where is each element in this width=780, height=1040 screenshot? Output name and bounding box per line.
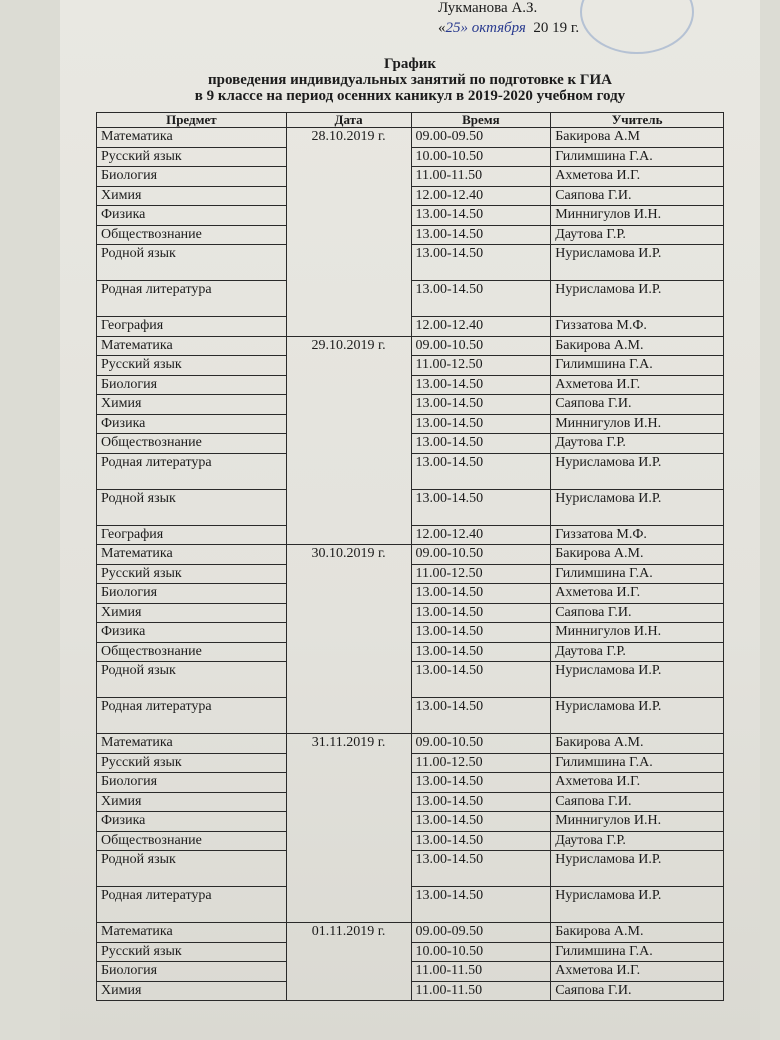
time-cell: 13.00-14.50 <box>411 831 551 851</box>
subject-cell: Обществознание <box>97 831 287 851</box>
time-cell: 13.00-14.50 <box>411 773 551 793</box>
table-row <box>97 734 724 754</box>
teacher-cell: Нурисламова И.Р. <box>551 851 724 887</box>
title-line-3: в 9 классе на период осенних каникул в 2019-2020 учебном году <box>194 88 626 104</box>
subject-cell: Русский язык <box>97 564 287 584</box>
subject-cell: Обществознание <box>97 225 287 245</box>
subject-cell: География <box>97 317 287 337</box>
approval-date: «25» октября 20 19 г. <box>438 20 580 36</box>
time-cell: 13.00-14.50 <box>411 642 551 662</box>
teacher-cell: Бакирова А.М. <box>551 923 724 943</box>
teacher-cell: Нурисламова И.Р. <box>551 489 724 525</box>
table-row <box>97 545 724 565</box>
header-date: Дата <box>286 113 411 128</box>
subject-cell: Биология <box>97 962 287 982</box>
teacher-cell: Даутова Г.Р. <box>551 642 724 662</box>
time-cell: 11.00-11.50 <box>411 962 551 982</box>
subject-cell: Родной язык <box>97 245 287 281</box>
subject-cell: Биология <box>97 584 287 604</box>
subject-cell: Математика <box>97 128 287 148</box>
schedule-body <box>97 128 724 1001</box>
time-cell: 13.00-14.50 <box>411 453 551 489</box>
subject-cell: Русский язык <box>97 942 287 962</box>
teacher-cell: Саяпова Г.И. <box>551 186 724 206</box>
table-row <box>97 336 724 356</box>
subject-cell: Химия <box>97 186 287 206</box>
subject-cell: Биология <box>97 167 287 187</box>
time-cell: 10.00-10.50 <box>411 147 551 167</box>
subject-cell: Химия <box>97 395 287 415</box>
teacher-cell: Гилимшина Г.А. <box>551 753 724 773</box>
time-cell: 13.00-14.50 <box>411 792 551 812</box>
subject-cell: Родная литература <box>97 453 287 489</box>
teacher-cell: Бакирова А.М. <box>551 336 724 356</box>
subject-cell: Химия <box>97 981 287 1001</box>
teacher-cell: Ахметова И.Г. <box>551 962 724 982</box>
time-cell: 11.00-12.50 <box>411 564 551 584</box>
time-cell: 09.00-10.50 <box>411 734 551 754</box>
subject-cell: Русский язык <box>97 753 287 773</box>
time-cell: 13.00-14.50 <box>411 603 551 623</box>
time-cell: 13.00-14.50 <box>411 206 551 226</box>
table-row <box>97 128 724 148</box>
subject-cell: Родная литература <box>97 698 287 734</box>
date-cell: 31.11.2019 г. <box>286 734 411 923</box>
subject-cell: Химия <box>97 603 287 623</box>
subject-cell: Химия <box>97 792 287 812</box>
title-line-2: проведения индивидуальных занятий по подготовке к ГИА <box>208 72 612 88</box>
subject-cell: Родная литература <box>97 281 287 317</box>
teacher-cell: Саяпова Г.И. <box>551 792 724 812</box>
date-cell: 30.10.2019 г. <box>286 545 411 734</box>
time-cell: 13.00-14.50 <box>411 584 551 604</box>
time-cell: 09.00-10.50 <box>411 545 551 565</box>
subject-cell: Физика <box>97 414 287 434</box>
time-cell: 13.00-14.50 <box>411 887 551 923</box>
time-cell: 13.00-14.50 <box>411 623 551 643</box>
subject-cell: Физика <box>97 812 287 832</box>
teacher-cell: Гилимшина Г.А. <box>551 942 724 962</box>
time-cell: 13.00-14.50 <box>411 812 551 832</box>
subject-cell: Обществознание <box>97 642 287 662</box>
time-cell: 13.00-14.50 <box>411 698 551 734</box>
teacher-cell: Ахметова И.Г. <box>551 167 724 187</box>
time-cell: 13.00-14.50 <box>411 414 551 434</box>
document-title <box>150 56 670 104</box>
subject-cell: Физика <box>97 206 287 226</box>
teacher-cell: Миннигулов И.Н. <box>551 206 724 226</box>
subject-cell: Математика <box>97 336 287 356</box>
time-cell: 13.00-14.50 <box>411 662 551 698</box>
date-cell: 28.10.2019 г. <box>286 128 411 337</box>
teacher-cell: Нурисламова И.Р. <box>551 453 724 489</box>
time-cell: 10.00-10.50 <box>411 942 551 962</box>
time-cell: 09.00-09.50 <box>411 128 551 148</box>
time-cell: 13.00-14.50 <box>411 489 551 525</box>
teacher-cell: Даутова Г.Р. <box>551 225 724 245</box>
teacher-cell: Нурисламова И.Р. <box>551 245 724 281</box>
table-row <box>97 923 724 943</box>
time-cell: 12.00-12.40 <box>411 186 551 206</box>
subject-cell: Физика <box>97 623 287 643</box>
subject-cell: Математика <box>97 734 287 754</box>
subject-cell: Русский язык <box>97 147 287 167</box>
date-cell: 01.11.2019 г. <box>286 923 411 1001</box>
approval-block <box>438 0 579 36</box>
header-time: Время <box>411 113 551 128</box>
header-teacher: Учитель <box>551 113 724 128</box>
teacher-cell: Нурисламова И.Р. <box>551 698 724 734</box>
time-cell: 13.00-14.50 <box>411 245 551 281</box>
teacher-cell: Гилимшина Г.А. <box>551 147 724 167</box>
teacher-cell: Нурисламова И.Р. <box>551 281 724 317</box>
subject-cell: Биология <box>97 375 287 395</box>
teacher-cell: Миннигулов И.Н. <box>551 623 724 643</box>
subject-cell: Родной язык <box>97 662 287 698</box>
time-cell: 09.00-10.50 <box>411 336 551 356</box>
schedule-table <box>96 112 724 1001</box>
time-cell: 12.00-12.40 <box>411 525 551 545</box>
time-cell: 09.00-09.50 <box>411 923 551 943</box>
subject-cell: География <box>97 525 287 545</box>
subject-cell: Математика <box>97 545 287 565</box>
time-cell: 13.00-14.50 <box>411 375 551 395</box>
time-cell: 12.00-12.40 <box>411 317 551 337</box>
time-cell: 13.00-14.50 <box>411 225 551 245</box>
time-cell: 11.00-11.50 <box>411 981 551 1001</box>
time-cell: 13.00-14.50 <box>411 434 551 454</box>
teacher-cell: Ахметова И.Г. <box>551 584 724 604</box>
teacher-cell: Ахметова И.Г. <box>551 773 724 793</box>
time-cell: 11.00-12.50 <box>411 356 551 376</box>
teacher-cell: Даутова Г.Р. <box>551 434 724 454</box>
teacher-cell: Миннигулов И.Н. <box>551 812 724 832</box>
table-header-row <box>97 113 724 128</box>
time-cell: 13.00-14.50 <box>411 395 551 415</box>
time-cell: 11.00-12.50 <box>411 753 551 773</box>
approval-year: 20 19 г. <box>533 20 580 36</box>
teacher-cell: Гилимшина Г.А. <box>551 356 724 376</box>
time-cell: 11.00-11.50 <box>411 167 551 187</box>
teacher-cell: Бакирова А.М. <box>551 545 724 565</box>
teacher-cell: Гиззатова М.Ф. <box>551 525 724 545</box>
approver-name: Лукманова А.З. <box>438 0 538 16</box>
teacher-cell: Нурисламова И.Р. <box>551 662 724 698</box>
teacher-cell: Бакирова А.М. <box>551 734 724 754</box>
subject-cell: Математика <box>97 923 287 943</box>
teacher-cell: Гилимшина Г.А. <box>551 564 724 584</box>
teacher-cell: Бакирова А.М <box>551 128 724 148</box>
time-cell: 13.00-14.50 <box>411 851 551 887</box>
subject-cell: Родной язык <box>97 489 287 525</box>
approval-day: 25 <box>445 20 461 36</box>
approval-month: » октября <box>460 20 526 36</box>
subject-cell: Родной язык <box>97 851 287 887</box>
header-subject: Предмет <box>97 113 287 128</box>
subject-cell: Родная литература <box>97 887 287 923</box>
teacher-cell: Саяпова Г.И. <box>551 395 724 415</box>
subject-cell: Русский язык <box>97 356 287 376</box>
teacher-cell: Саяпова Г.И. <box>551 981 724 1001</box>
subject-cell: Обществознание <box>97 434 287 454</box>
time-cell: 13.00-14.50 <box>411 281 551 317</box>
teacher-cell: Гиззатова М.Ф. <box>551 317 724 337</box>
teacher-cell: Миннигулов И.Н. <box>551 414 724 434</box>
teacher-cell: Нурисламова И.Р. <box>551 887 724 923</box>
subject-cell: Биология <box>97 773 287 793</box>
teacher-cell: Ахметова И.Г. <box>551 375 724 395</box>
date-cell: 29.10.2019 г. <box>286 336 411 545</box>
teacher-cell: Даутова Г.Р. <box>551 831 724 851</box>
teacher-cell: Саяпова Г.И. <box>551 603 724 623</box>
title-line-1: График <box>383 56 437 72</box>
